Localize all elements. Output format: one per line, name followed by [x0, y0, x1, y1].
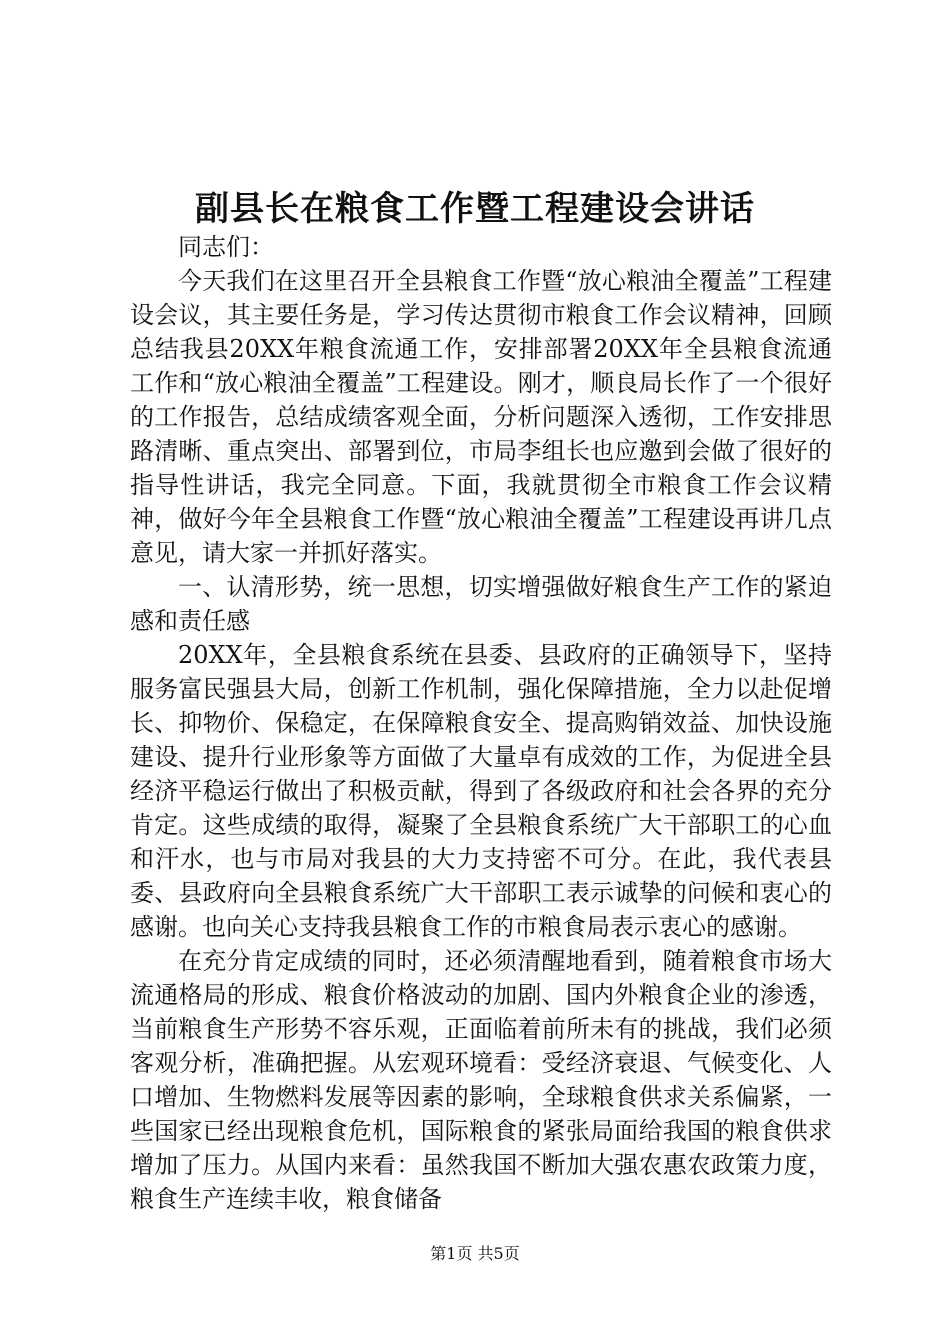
section-heading: 一、认清形势，统一思想，切实增强做好粮食生产工作的紧迫感和责任感 — [130, 573, 832, 635]
document-body — [130, 230, 832, 1216]
paragraph-challenges: 在充分肯定成绩的同时，还必须清醒地看到，随着粮食市场大流通格局的形成、粮食价格波动的加剧、国内外粮食企业的渗透，当前粮食生产形势不容乐观，正面临着前所未有的挑战，我们必须客观分析，准确把握。从宏观环境看：受经济衰退、气候变化、人口增加、生物燃料发展等因素的影响，全球粮食供求关系偏紧，一些国家已经出现粮食危机，国际粮食的紧张局面给我国的粮食供求增加了压力。从国内来看：虽然我国不断加大强农惠农政策力度，粮食生产连续丰收，粮食储备 — [130, 947, 832, 1213]
paragraph-opening: 今天我们在这里召开全县粮食工作暨“放心粮油全覆盖”工程建设会议，其主要任务是，学习传达贯彻市粮食工作会议精神，回顾总结我县20XX年粮食流通工作，安排部署20XX年全县粮食流通工作和“放心粮油全覆盖”工程建设。刚才，顺良局长作了一个很好的工作报告，总结成绩客观全面，分析问题深入透彻，工作安排思路清晰、重点突出、部署到位，市局李组长也应邀到会做了很好的指导性讲话，我完全同意。下面，我就贯彻全市粮食工作会议精神，做好今年全县粮食工作暨“放心粮油全覆盖”工程建设再讲几点意见，请大家一并抓好落实。 — [130, 267, 832, 567]
salutation: 同志们： — [178, 233, 274, 261]
paragraph-achievements: 20XX年，全县粮食系统在县委、县政府的正确领导下，坚持服务富民强县大局，创新工作机制，强化保障措施，全力以赴促增长、抑物价、保稳定，在保障粮食安全、提高购销效益、加快设施建设、提升行业形象等方面做了大量卓有成效的工作，为促进全县经济平稳运行做出了积极贡献，得到了各级政府和社会各界的充分肯定。这些成绩的取得，凝聚了全县粮食系统广大干部职工的心血和汗水，也与市局对我县的大力支持密不可分。在此，我代表县委、县政府向全县粮食系统广大干部职工表示诚挚的问候和衷心的感谢。也向关心支持我县粮食工作的市粮食局表示衷心的感谢。 — [130, 641, 832, 941]
document-title: 副县长在粮食工作暨工程建设会讲话 — [195, 189, 755, 229]
page-footer: 第1页 共5页 — [430, 1244, 520, 1263]
